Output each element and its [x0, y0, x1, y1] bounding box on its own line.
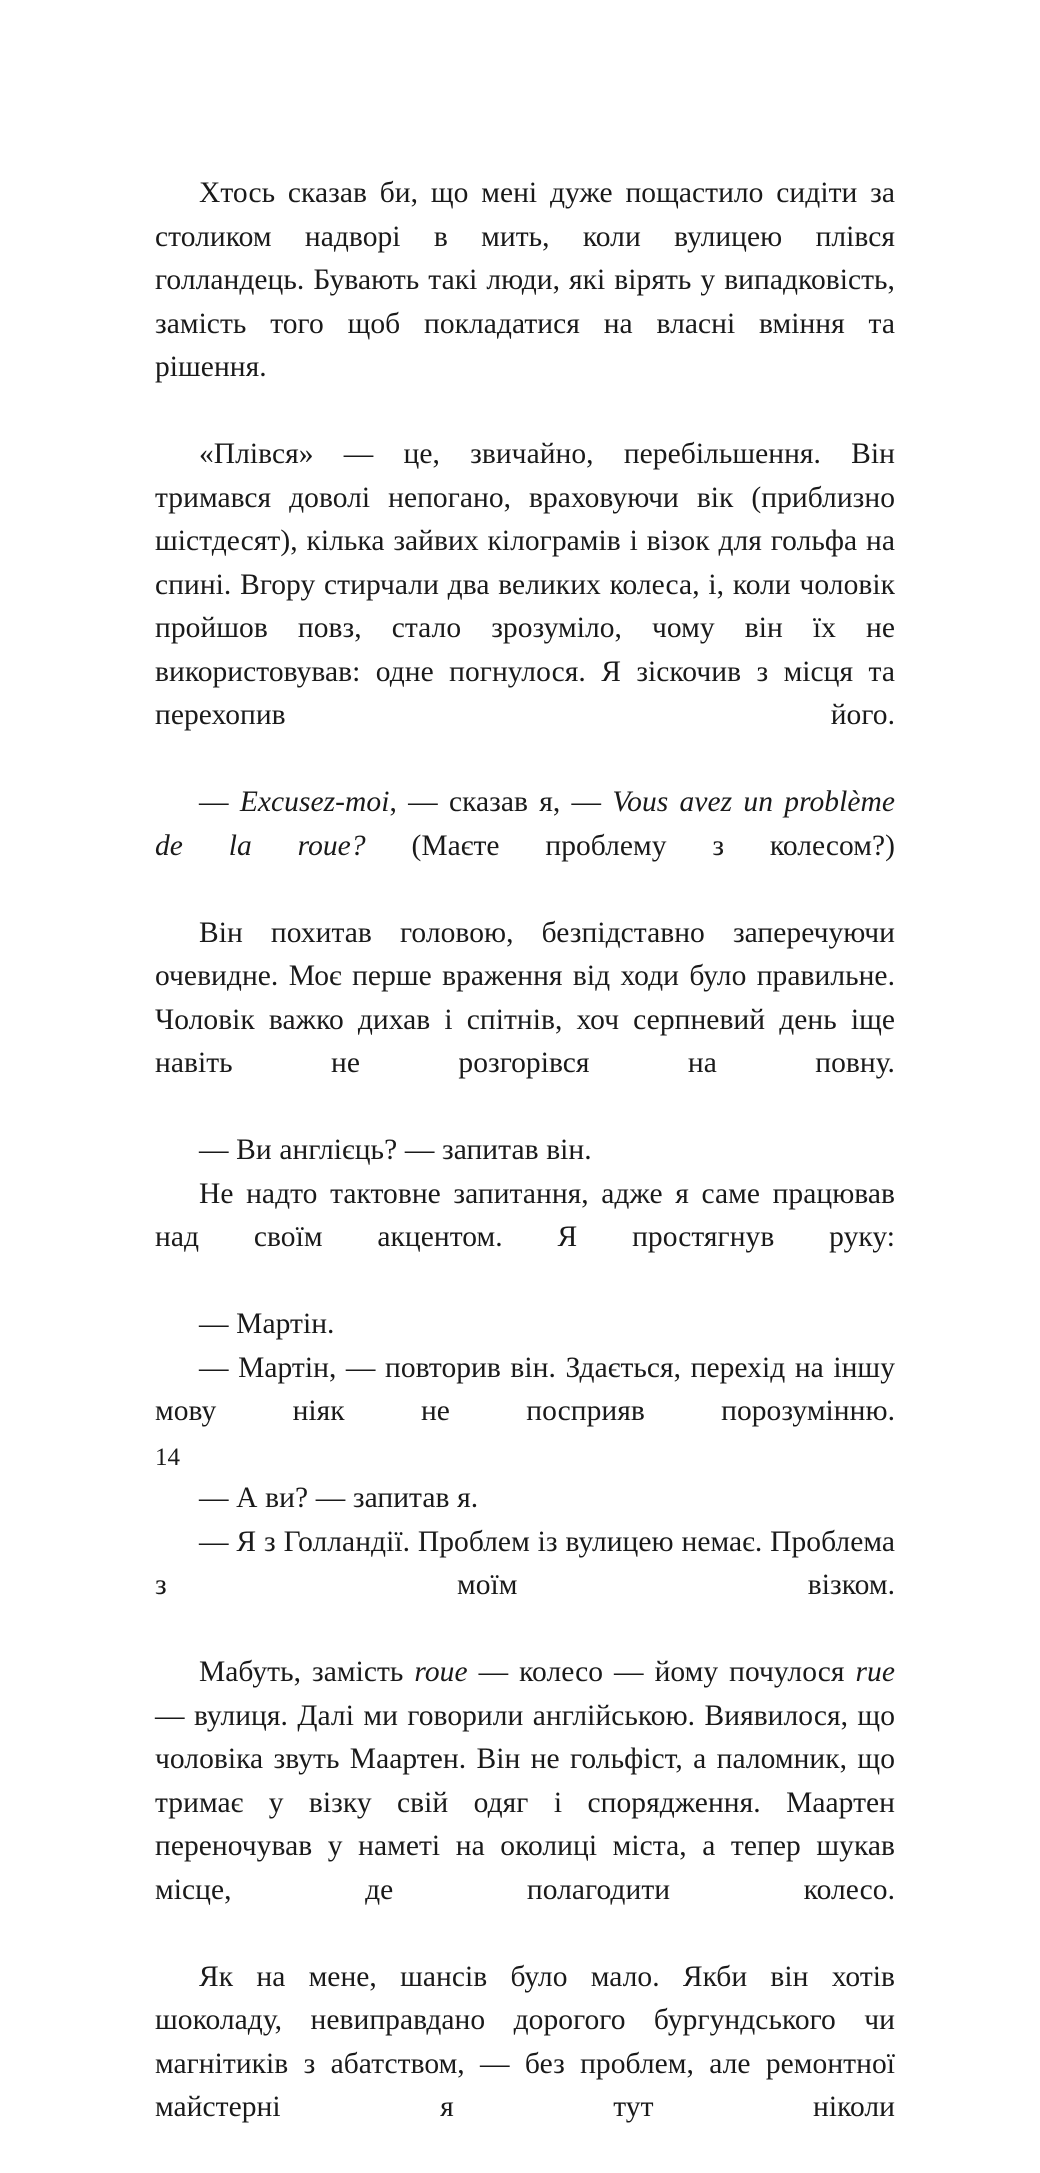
french-word-rue: rue: [856, 1656, 895, 1688]
paragraph-4: Він похитав головою, безпідставно заперечуючи очевидне. Моє перше враження від ходи було правильне. Чоловік важко дихав і спітнів, хоч серпневий день іще навіть не розгорівся на повну.: [155, 912, 895, 1130]
paragraph-6: Не надто тактовне запитання, адже я саме працював над своїм акцентом. Я простягнув руку:: [155, 1173, 895, 1304]
translation-parenthetical: (Маєте проблему з колесом?): [366, 830, 895, 862]
french-word-roue: roue: [414, 1656, 467, 1688]
paragraph-1: Хтось сказав би, що мені дуже пощастило сидіти за столиком надворі в мить, коли вулицею плівся голландець. Бувають такі люди, які вірять у випадковість, замість того щоб покладатися на власні вміння та рішення.: [155, 172, 895, 433]
paragraph-3-french-dialogue: [155, 781, 895, 912]
paragraph-2: «Плівся» — це, звичайно, перебільшення. Він тримався доволі непогано, враховуючи вік (приблизно шістдесят), кілька зайвих кілограмів і візок для гольфа на спині. Вгору стирчали два великих колеса, і, коли чоловік пройшов повз, стало зрозуміло, чому він їх не використовував: одне погнулося. Я зіскочив з місця та перехопив його.: [155, 433, 895, 781]
paragraph-10-dialogue: — Я з Голландії. Проблем із вулицею немає. Проблема з моїм візком.: [155, 1521, 895, 1652]
french-phrase-excusez-moi: Excusez-moi: [240, 786, 390, 818]
text-segment-after-rue: — вулиця. Далі ми говорили англійською. Виявилося, що чоловіка звуть Маартен. Він не гольфіст, а паломник, що тримає у візку свій одяг і спорядження. Маартен переночував у наметі на околиці міста, а тепер шукав місце, де полагодити колесо.: [155, 1700, 895, 1906]
paragraph-7-dialogue: — Мартін.: [155, 1303, 895, 1347]
paragraph-11: [155, 1651, 895, 1956]
text-segment-gloss-wheel: — колесо — йому почулося: [468, 1656, 856, 1688]
page-number: 14: [155, 1443, 180, 1473]
dash-prefix: —: [199, 786, 240, 818]
page-text-block: [155, 172, 895, 2173]
paragraph-12: Як на мене, шансів було мало. Якби він хотів шоколаду, невиправдано дорогого бургундського чи магнітиків з абатством, — без проблем, але ремонтної майстерні я тут ніколи: [155, 1956, 895, 2173]
attribution-said-i: , — сказав я, —: [389, 786, 612, 818]
paragraph-5-dialogue: — Ви англієць? — запитав він.: [155, 1129, 895, 1173]
paragraph-9-dialogue: — А ви? — запитав я.: [155, 1477, 895, 1521]
paragraph-8-dialogue: — Мартін, — повторив він. Здається, перехід на іншу мову ніяк не посприяв порозумінню.: [155, 1347, 895, 1478]
text-segment-before-roue: Мабуть, замість: [199, 1656, 414, 1688]
french-phrase-probleme-de-la-roue: Vous avez un problème de la roue?: [155, 786, 895, 862]
